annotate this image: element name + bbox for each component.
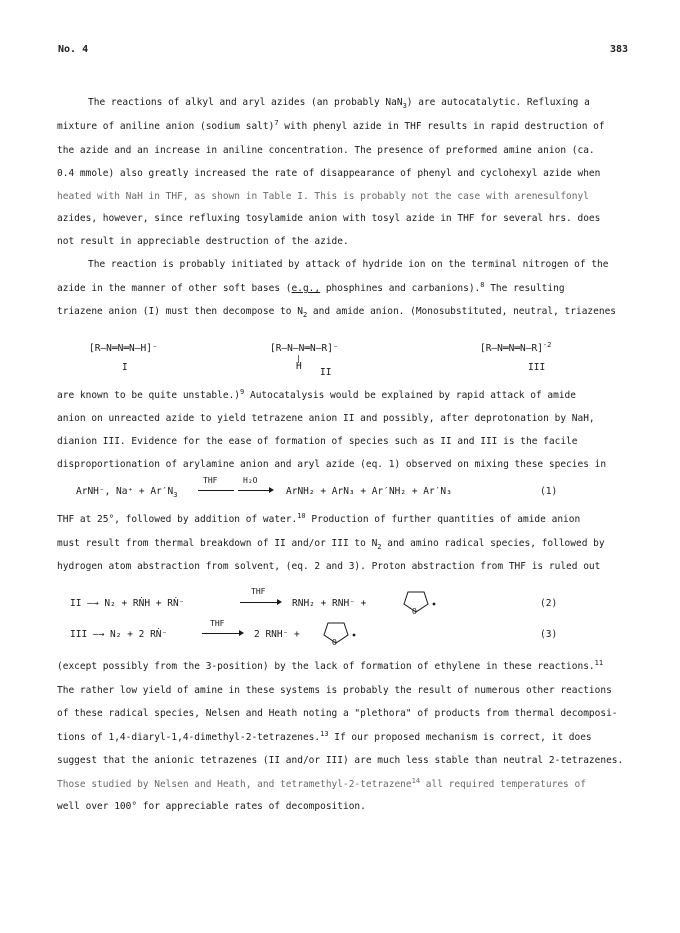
equation-2-reagent: THF [251,587,266,596]
text-span: [R—N═N═N—R] [480,343,543,354]
text-line [88,97,590,109]
journal-issue: No. 4 [58,44,89,55]
structure-ii-bond: | [296,354,301,363]
structure-label-iii: III [528,362,546,373]
footnote-ref: 14 [411,777,421,785]
text-span: ArNH⁻, Na⁺ + Ar′N [76,486,174,497]
text-span: THF at 25°, followed by addition of water. [57,514,298,525]
footnote-ref: 7 [274,119,279,127]
footnote-ref: 8 [480,281,485,289]
text-line: 0.4 mmole) also greatly increased the rate of disappearance of phenyl and cyclohexyl azide when [57,168,601,179]
equation-2-number: (2) [540,598,558,609]
svg-text:O: O [332,638,337,647]
text-line: heated with NaH in THF, as shown in Table I. This is probably not the case with arenesulfonyl [57,191,589,202]
text-span: Those studied by Nelsen and Heath, and tetramethyl-2-tetrazene [57,779,412,790]
text-span: If our proposed mechanism is correct, it does [328,732,592,743]
text-line: the azide and an increase in aniline concentration. The presence of preformed amine anion (ca. [57,145,595,156]
equation-2-rhs: RNH₂ + RNH⁻ + [292,598,367,609]
reaction-arrow [202,633,240,634]
text-span: (except possibly from the 3-position) by the lack of formation of ethylene in these reactions. [57,661,595,672]
text-line [57,121,605,133]
footnote-ref: 13 [320,730,329,738]
charge-superscript: -2 [542,341,552,349]
arrow-head [239,630,244,636]
emphasis: e.g., [291,283,321,294]
subscript: 3 [173,491,178,499]
text-span: and amide anion. (Monosubstituted, neutral, triazenes [307,306,617,317]
text-line [57,514,580,526]
text-span: are known to be quite unstable.) [57,390,241,401]
reaction-arrow [198,490,234,491]
svg-text:O: O [412,607,417,616]
reaction-arrow [238,490,270,491]
text-line: azides, however, since refluxing tosylamide anion with tosyl azide in THF for several hrs. does [57,213,601,224]
text-line [57,779,586,791]
text-line: The rather low yield of amine in these systems is probably the result of numerous other reactions [57,685,612,696]
arrow-head [269,487,274,493]
text-span: Production of further quantities of amide anion [305,514,581,525]
text-line [57,283,565,295]
structure-i: [R—N═N═N—H]⁻ [89,343,158,354]
text-span: The resulting [484,283,565,294]
tetrahydrofuranyl-radical-icon [318,617,358,647]
equation-1-reagent-2: H₂O [243,476,258,485]
text-span: phosphines and carbanions). [320,283,481,294]
text-line: not result in appreciable destruction of the azide. [57,236,349,247]
equation-3-lhs: III —→ N₂ + 2 RṄ⁻ [70,629,168,640]
equation-3-number: (3) [540,629,558,640]
text-span: azide in the manner of other soft bases ( [57,283,292,294]
equation-2-lhs: II —→ N₂ + RṄH + RṄ⁻ [70,598,185,609]
text-line [57,732,592,744]
equation-3-reagent: THF [210,619,225,628]
text-line [57,306,616,318]
text-span: mixture of aniline anion (sodium salt) [57,121,275,132]
footnote-ref: 9 [240,388,245,396]
text-line: of these radical species, Nelsen and Heath noting a "plethora" of products from thermal decomposi- [57,708,618,719]
equation-1-reagent-1: THF [203,476,218,485]
equation-1-number: (1) [540,486,558,497]
text-line: The reaction is probably initiated by attack of hydride ion on the terminal nitrogen of the [88,259,609,270]
footnote-ref: 11 [594,659,604,667]
structure-iii [480,343,551,355]
text-line [57,390,576,402]
footnote-ref: 10 [297,512,306,520]
text-line: suggest that the anionic tetrazenes (II and/or III) are much less stable than neutral 2-tetrazenes. [57,755,624,766]
equation-1-rhs: ArNH₂ + ArN₃ + Ar′NH₂ + Ar′N₃ [286,486,452,497]
text-span: with phenyl azide in THF results in rapid destruction of [278,121,605,132]
text-span: and amino radical species, followed by [381,538,605,549]
text-line: hydrogen atom abstraction from solvent, (eq. 2 and 3). Proton abstraction from THF is ruled out [57,561,601,572]
text-line [57,661,603,673]
text-line: well over 100° for appreciable rates of decomposition. [57,801,366,812]
text-line: disproportionation of arylamine anion and aryl azide (eq. 1) observed on mixing these species in [57,459,607,470]
text-span: must result from thermal breakdown of II and/or III to N [57,538,378,549]
subscript: 2 [377,543,382,551]
text-span: Autocatalysis would be explained by rapid attack of amide [244,390,576,401]
tetrahydrofuranyl-radical-icon [398,586,438,616]
reaction-arrow [240,602,278,603]
structure-label-i: I [122,362,128,373]
text-span: triazene anion (I) must then decompose to N [57,306,303,317]
text-line [57,538,605,550]
text-span: The reactions of alkyl and aryl azides (an probably NaN [88,97,403,108]
structure-label-ii: II [320,367,332,378]
text-span: all required temperatures of [420,779,586,790]
equation-3-rhs: 2 RNH⁻ + [254,629,300,640]
equation-1-lhs [76,486,177,498]
text-span: tions of 1,4-diaryl-1,4-dimethyl-2-tetrazenes. [57,732,321,743]
subscript: 2 [302,311,308,319]
structure-ii-hydrogen: H [296,361,302,372]
text-line: anion on unreacted azide to yield tetrazene anion II and possibly, after deprotonation by NaH, [57,413,595,424]
text-line: dianion III. Evidence for the ease of formation of species such as II and III is the facile [57,436,578,447]
text-span: ) are autocatalytic. Refluxing a [406,97,590,108]
arrow-head [277,599,282,605]
structure-ii: [R—N—N═N—R]⁻ [270,343,339,354]
subscript: 3 [402,102,407,110]
page-number: 383 [609,44,628,55]
